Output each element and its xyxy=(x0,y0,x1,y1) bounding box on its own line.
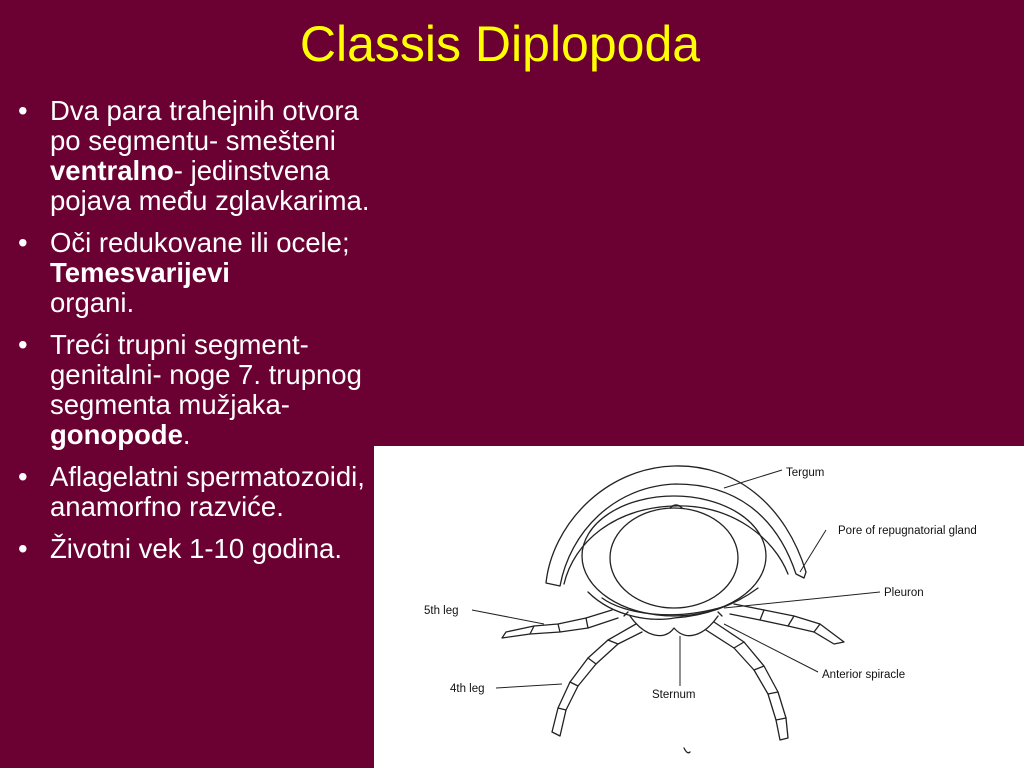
bullet-text: . xyxy=(182,419,191,450)
leader-pleuron xyxy=(724,592,880,608)
right-leg-4 xyxy=(706,622,788,740)
label-pore-repugnatorial-gland: Pore of repugnatorial gland xyxy=(838,525,977,537)
bullet-item xyxy=(14,534,384,564)
left-leg-4 xyxy=(552,624,642,736)
bullet-text: Aflagelatni spermatozoidi, anamorfno razviće. xyxy=(50,461,365,522)
left-leg-5 xyxy=(502,610,618,638)
label-sternum: Sternum xyxy=(652,689,696,701)
bullet-text: Treći trupni segment- genitalni- noge 7. trupnog segmenta mužjaka- xyxy=(50,329,362,420)
label-5th-leg: 5th leg xyxy=(424,605,459,617)
bullet-item xyxy=(14,330,384,450)
bullet-text: Oči redukovane ili ocele; xyxy=(50,227,350,258)
leader-pore xyxy=(800,530,826,572)
leader-4th-leg xyxy=(496,684,562,688)
right-leg-5 xyxy=(730,604,844,644)
bullet-dot: • xyxy=(18,227,28,258)
tergum-outer xyxy=(546,466,806,586)
label-4th-leg: 4th leg xyxy=(450,683,485,695)
leader-spiracle xyxy=(724,624,818,672)
bullet-dot: • xyxy=(18,533,28,564)
bullet-list xyxy=(14,96,384,576)
bullet-dot: • xyxy=(18,95,28,126)
tergum-inner-band xyxy=(564,506,788,584)
sternum xyxy=(630,616,718,636)
bullet-dot: • xyxy=(18,461,28,492)
slide-title: Classis Diplopoda xyxy=(299,16,701,72)
body-ring-inner xyxy=(610,508,738,608)
bullet-dot: • xyxy=(18,329,28,360)
label-anterior-spiracle: Anterior spiracle xyxy=(822,669,906,681)
bullet-text: Dva para trahejnih otvora po segmentu- smešteni xyxy=(50,95,359,156)
bullet-bold-term: Temesvarijevi xyxy=(50,257,230,288)
bullet-text: organi. xyxy=(50,287,135,318)
label-pleuron: Pleuron xyxy=(884,587,924,599)
bullet-item xyxy=(14,228,384,318)
bullet-text: - jedinstvena pojava među zglavkarima. xyxy=(50,155,370,216)
bullet-item xyxy=(14,462,384,522)
diplopod-cross-section-figure xyxy=(374,446,1024,768)
leader-5th-leg xyxy=(472,610,544,624)
bullet-text: Životni vek 1-10 godina. xyxy=(50,533,342,564)
diplopod-diagram xyxy=(374,446,1024,768)
bullet-bold-term: gonopode xyxy=(50,419,183,450)
bullet-item xyxy=(14,96,384,216)
bullet-bold-term: ventralno xyxy=(50,155,174,186)
label-tergum: Tergum xyxy=(786,467,825,479)
